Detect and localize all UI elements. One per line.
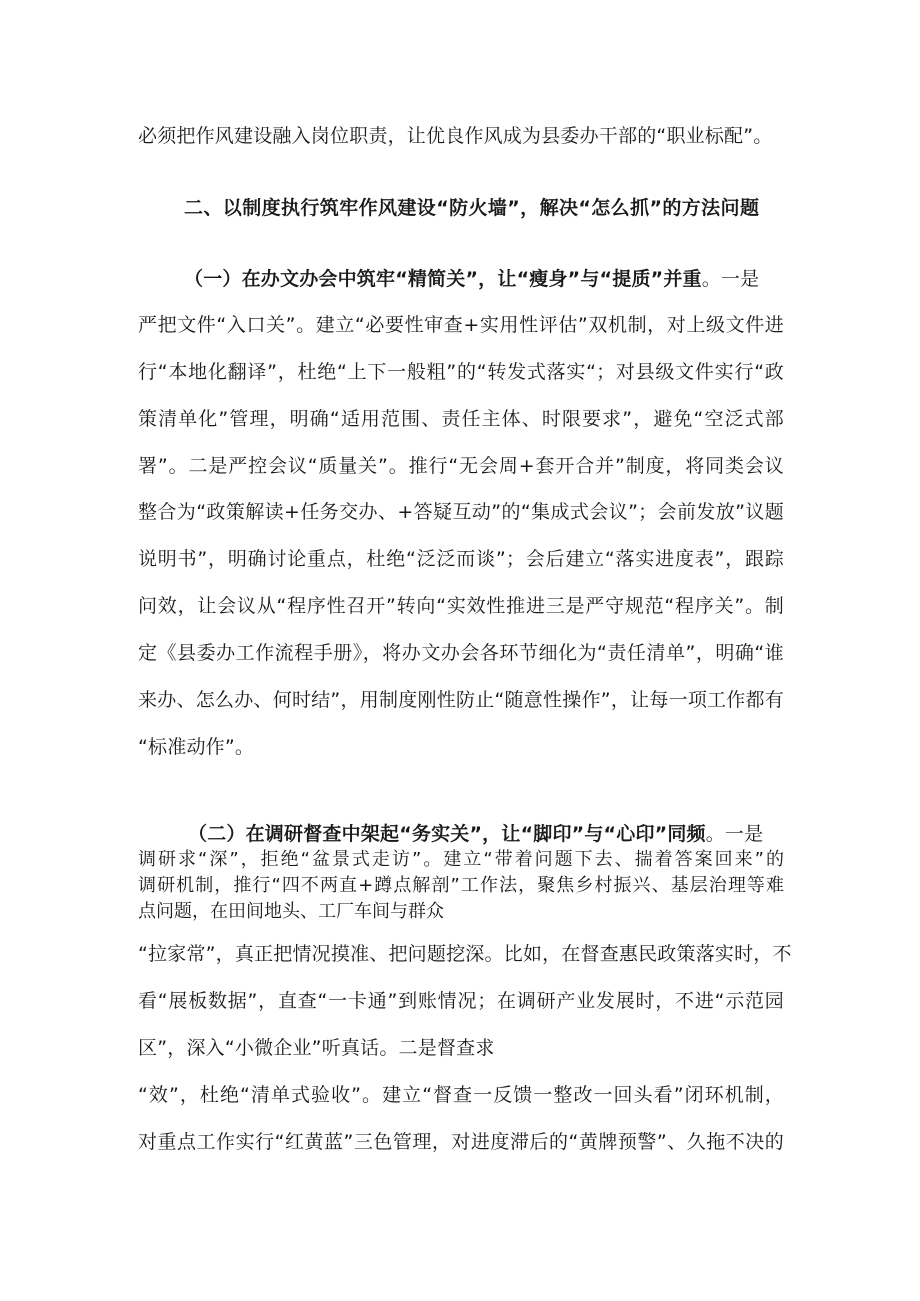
paragraph-lead: （一）在办文办会中筑牢“精简关”，让“瘦身”与“提质”并重: [184, 268, 702, 290]
paragraph-line: 严把文件“入口关”。建立“必要性审查+实用性评估”双机制，对上级文件进: [138, 314, 784, 336]
paragraph-line: 调研求“深”，拒绝“盆景式走访”。建立“带着问题下去、揣着答案回来”的: [138, 849, 784, 870]
paragraph-line: 署”。二是严控会议“质量关”。推行“无会周+套开合并”制度，将同类会议: [138, 455, 784, 477]
paragraph-line: 问效，让会议从“程序性召开”转向“实效性推进三是严守规范“程序关”。制: [138, 595, 784, 617]
paragraph-line: 看“展板数据”，直查“一卡通”到账情况；在调研产业发展时，不进“示范园: [138, 990, 784, 1012]
paragraph-line: 来办、怎么办、何时结”，用制度刚性防止“随意性操作”，让每一项工作都有: [138, 689, 784, 711]
paragraph-line: 必须把作风建设融入岗位职责，让优良作风成为县委办干部的“职业标配”。: [138, 125, 773, 147]
paragraph-first-line: [184, 264, 784, 291]
paragraph-first-line: [188, 819, 784, 846]
paragraph-line: 定《县委办工作流程手册》，将办文办会各环节细化为“责任清单”，明确“谁: [138, 642, 784, 664]
paragraph-line: 调研机制，推行“四不两直+蹲点解剖”工作法，聚焦乡村振兴、基层治理等难: [138, 875, 784, 896]
paragraph-line: 区”，深入“小微企业”听真话。二是督查求: [138, 1037, 495, 1059]
section-heading: 二、以制度执行筑牢作风建设“防火墙”，解决“怎么抓”的方法问题: [184, 197, 760, 219]
paragraph-lead: （二）在调研督查中架起“务实关”，让“脚印”与“心印”同频: [188, 823, 706, 845]
paragraph-lead-rest: 。一是: [705, 823, 764, 845]
paragraph-line: 整合为“政策解读+任务交办、+答疑互动”的“集成式会议”；会前发放”议题: [138, 501, 784, 523]
paragraph-line: “拉家常”，真正把情况摸准、把问题挖深。比如，在督查惠民政策落实时，不: [138, 943, 792, 965]
paragraph-line: 策清单化”管理，明确“适用范围、责任主体、时限要求”，避免“空泛式部: [138, 408, 784, 430]
paragraph-lead-rest: 。一是: [701, 268, 760, 290]
paragraph-line: 说明书”，明确讨论重点，杜绝“泛泛而谈”；会后建立“落实进度表”，跟踪: [138, 548, 784, 570]
paragraph-line: 点问题，在田间地头、工厂车间与群众: [138, 901, 444, 922]
paragraph-line: “标准动作”。: [138, 736, 255, 758]
paragraph-line: 对重点工作实行“红黄蓝”三色管理，对进度滞后的“黄牌预警”、久拖不决的: [138, 1131, 784, 1153]
paragraph-line: 行“本地化翻译”，杜绝“上下一般粗”的“转发式落实“；对县级文件实行“政: [138, 361, 784, 383]
paragraph-line: “效”，杜绝“清单式验收”。建立“督查一反馈一整改一回头看”闭环机制，: [138, 1084, 784, 1106]
